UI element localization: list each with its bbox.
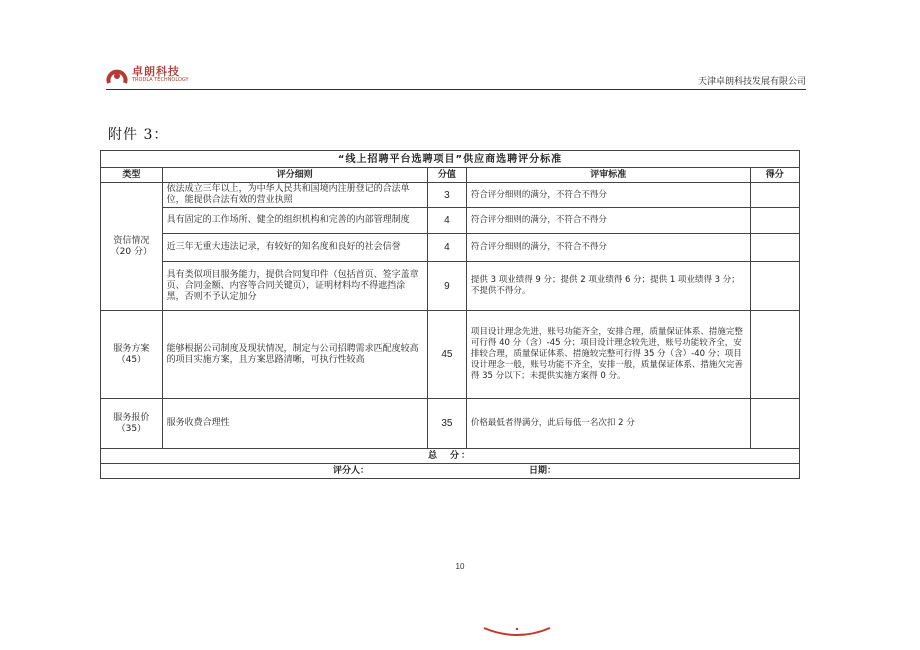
type-cell: 服务报价（35）: [101, 399, 163, 449]
detail-cell: 服务收费合理性: [162, 399, 427, 449]
tiangong-logo-icon: [106, 64, 128, 86]
header-type: 类型: [101, 168, 163, 183]
score-cell: 9: [427, 262, 466, 311]
total-label: 总 分：: [101, 449, 800, 464]
standard-cell: 提供 3 项业绩得 9 分；提供 2 项业绩得 6 分；提供 1 项业绩得 3 分；不提供不得分。: [466, 262, 750, 311]
table-title: “线上招聘平台选聘项目”供应商选聘评分标准: [101, 151, 800, 168]
header-score: 分值: [427, 168, 466, 183]
standard-cell: 价格最低者得满分，此后每低一名次扣 2 分: [466, 399, 750, 449]
score-cell: 45: [427, 311, 466, 399]
got-cell[interactable]: [750, 208, 799, 234]
header-divider: [106, 89, 806, 90]
table-row: [101, 399, 800, 449]
total-row: [101, 449, 800, 464]
score-cell: 4: [427, 208, 466, 234]
standard-cell: 项目设计理念先进，账号功能齐全，安排合理，质量保证体系、措施完整可行得 40 分（含）-45 分；项目设计理念较先进，账号功能较齐全，安排较合理，质量保证体系、措施较完整可行得 35 分（含）-40 分；项目设计理念一般，账号功能不齐全，安排一般，质量保证体系、措施欠完善得 35 分以下；未提供实施方案得 0 分。: [466, 311, 750, 399]
signature-row: [101, 464, 800, 479]
got-cell[interactable]: [750, 311, 799, 399]
detail-cell: 能够根据公司制度及现状情况，制定与公司招聘需求匹配度较高的项目实施方案，且方案思路清晰，可执行性较高: [162, 311, 427, 399]
date-label: 日期：: [529, 466, 557, 476]
company-logo: [106, 62, 216, 88]
header-detail: 评分细则: [162, 168, 427, 183]
detail-cell: 近三年无重大违法记录，有较好的知名度和良好的社会信誉: [162, 234, 427, 262]
table-header-row: [101, 168, 800, 183]
scoring-table: [100, 150, 800, 479]
scorer-label: 评分人：: [333, 466, 370, 476]
standard-cell: 符合评分细则的满分，不符合不得分: [466, 208, 750, 234]
logo-name: 卓朗科技: [132, 65, 180, 78]
got-cell[interactable]: [750, 399, 799, 449]
detail-cell: 具有类似项目服务能力，提供合同复印件（包括首页、签字盖章页、合同金额、内容等合同关键页），证明材料均不得遮挡涂黑，否则不予认定加分: [162, 262, 427, 311]
type-cell: 服务方案（45）: [101, 311, 163, 399]
company-name: 天津卓朗科技发展有限公司: [697, 77, 806, 87]
table-row: [101, 183, 800, 208]
logo-subtitle: TRODLA TECHNOLOGY: [132, 77, 189, 83]
standard-cell: 符合评分细则的满分，不符合不得分: [466, 183, 750, 208]
table-row: [101, 208, 800, 234]
got-cell[interactable]: [750, 183, 799, 208]
table-row: [101, 262, 800, 311]
signature-cell: [101, 464, 800, 479]
attachment-label: 附件 3：: [108, 127, 169, 143]
got-cell[interactable]: [750, 262, 799, 311]
score-cell: 4: [427, 234, 466, 262]
table-row: [101, 234, 800, 262]
type-cell: 资信情况（20 分）: [101, 183, 163, 311]
score-cell: 35: [427, 399, 466, 449]
seal-stamp-fragment: [482, 626, 552, 640]
table-row: [101, 311, 800, 399]
page-number: 10: [455, 562, 465, 571]
standard-cell: 符合评分细则的满分，不符合不得分: [466, 234, 750, 262]
page-header: [106, 62, 806, 90]
got-cell[interactable]: [750, 234, 799, 262]
header-got: 得分: [750, 168, 799, 183]
score-cell: 3: [427, 183, 466, 208]
detail-cell: 依法成立三年以上，为中华人民共和国境内注册登记的合法单位，能提供合法有效的营业执照: [162, 183, 427, 208]
header-standard: 评审标准: [466, 168, 750, 183]
detail-cell: 具有固定的工作场所、健全的组织机构和完善的内部管理制度: [162, 208, 427, 234]
